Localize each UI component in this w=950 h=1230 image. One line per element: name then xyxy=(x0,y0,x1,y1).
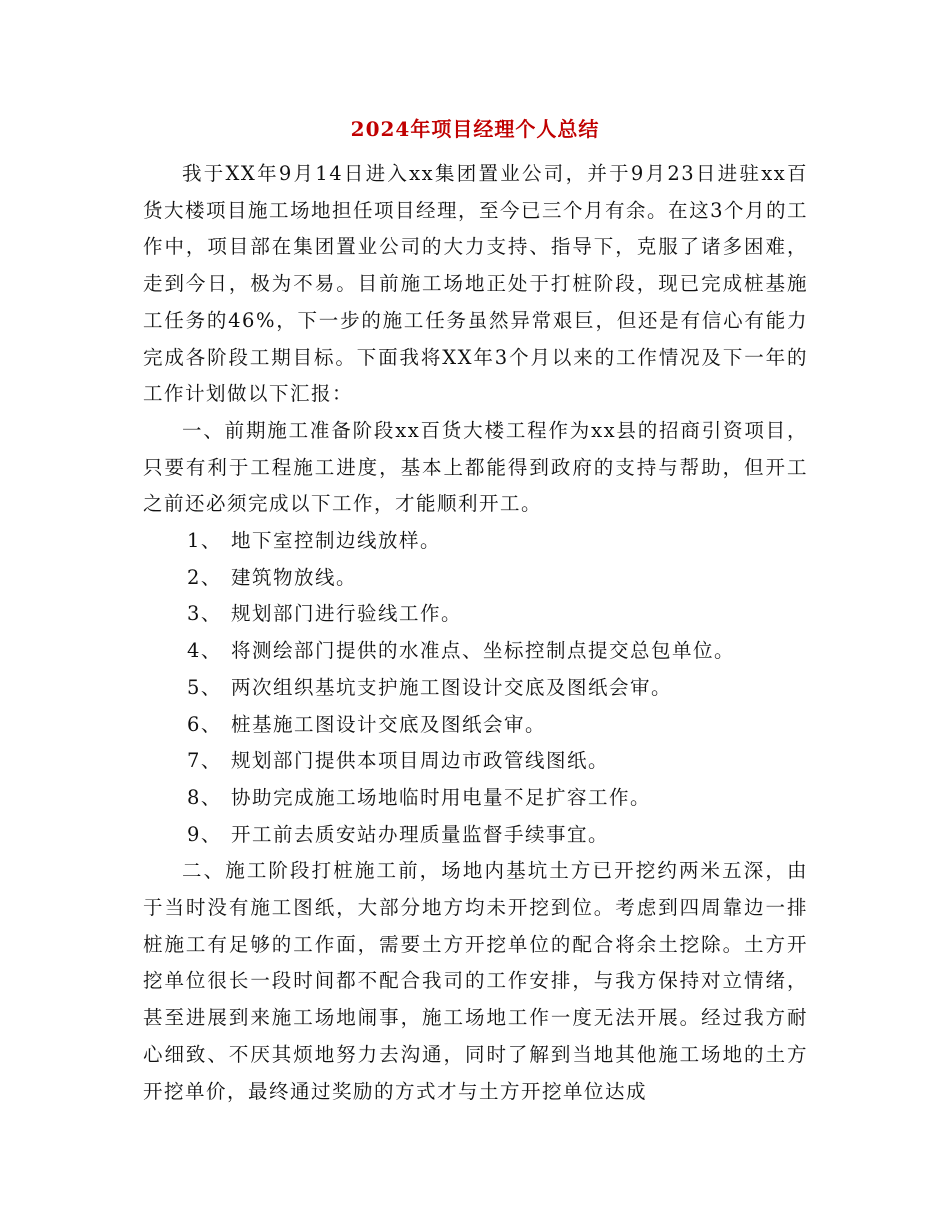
task-list xyxy=(143,523,808,853)
document-title: 2024年项目经理个人总结 xyxy=(350,117,600,141)
document-body xyxy=(143,156,808,1110)
section-one-paragraph: 一、前期施工准备阶段xx百货大楼工程作为xx县的招商引资项目，只要有利于工程施工进度，基本上都能得到政府的支持与帮助，但开工之前还必须完成以下工作，才能顺利开工。 xyxy=(143,418,808,516)
list-item-text: 协助完成施工场地临时用电量不足扩容工作。 xyxy=(231,785,652,809)
list-item-text: 建筑物放线。 xyxy=(231,565,358,589)
list-item-number: 1、 xyxy=(187,529,222,553)
list-item xyxy=(143,560,808,597)
list-item-text: 地下室控制边线放样。 xyxy=(231,529,442,553)
section-two-paragraph: 二、施工阶段打桩施工前，场地内基坑土方已开挖约两米五深，由于当时没有施工图纸，大部分地方均未开挖到位。考虑到四周靠边一排桩施工有足够的工作面，需要土方开挖单位的配合将余土挖除。土方开挖单位很长一段时间都不配合我司的工作安排，与我方保持对立情绪，甚至进展到来施工场地闹事，施工场地工作一度无法开展。经过我方耐心细致、不厌其烦地努力去沟通，同时了解到当地其他施工场地的土方开挖单价，最终通过奖励的方式才与土方开挖单位达成 xyxy=(143,859,808,1103)
list-item xyxy=(143,596,808,633)
list-item-number: 5、 xyxy=(187,675,222,699)
list-item-text: 规划部门提供本项目周边市政管线图纸。 xyxy=(231,749,610,773)
list-item-text: 将测绘部门提供的水准点、坐标控制点提交总包单位。 xyxy=(231,639,736,663)
list-item-number: 4、 xyxy=(187,639,222,663)
list-item-number: 2、 xyxy=(187,565,222,589)
intro-paragraph: 我于XX年9月14日进入xx集团置业公司，并于9月23日进驻xx百货大楼项目施工场地担任项目经理，至今已三个月有余。在这3个月的工作中，项目部在集团置业公司的大力支持、指导下，克服了诸多困难，走到今日，极为不易。目前施工场地正处于打桩阶段，现已完成桩基施工任务的46%，下一步的施工任务虽然异常艰巨，但还是有信心有能力完成各阶段工期目标。下面我将XX年3个月以来的工作情况及下一年的工作计划做以下汇报： xyxy=(143,162,808,406)
list-item-text: 规划部门进行验线工作。 xyxy=(231,602,463,626)
list-item-number: 3、 xyxy=(187,602,222,626)
list-item xyxy=(143,780,808,817)
list-item-text: 桩基施工图设计交底及图纸会审。 xyxy=(231,712,547,736)
list-item xyxy=(143,743,808,780)
list-item xyxy=(143,707,808,744)
list-item xyxy=(143,523,808,560)
list-item-number: 7、 xyxy=(187,749,222,773)
list-item-text: 开工前去质安站办理质量监督手续事宜。 xyxy=(231,822,610,846)
list-item xyxy=(143,633,808,670)
list-item xyxy=(143,817,808,854)
list-item xyxy=(143,670,808,707)
list-item-number: 9、 xyxy=(187,822,222,846)
list-item-number: 8、 xyxy=(187,785,222,809)
list-item-number: 6、 xyxy=(187,712,222,736)
list-item-text: 两次组织基坑支护施工图设计交底及图纸会审。 xyxy=(231,675,673,699)
